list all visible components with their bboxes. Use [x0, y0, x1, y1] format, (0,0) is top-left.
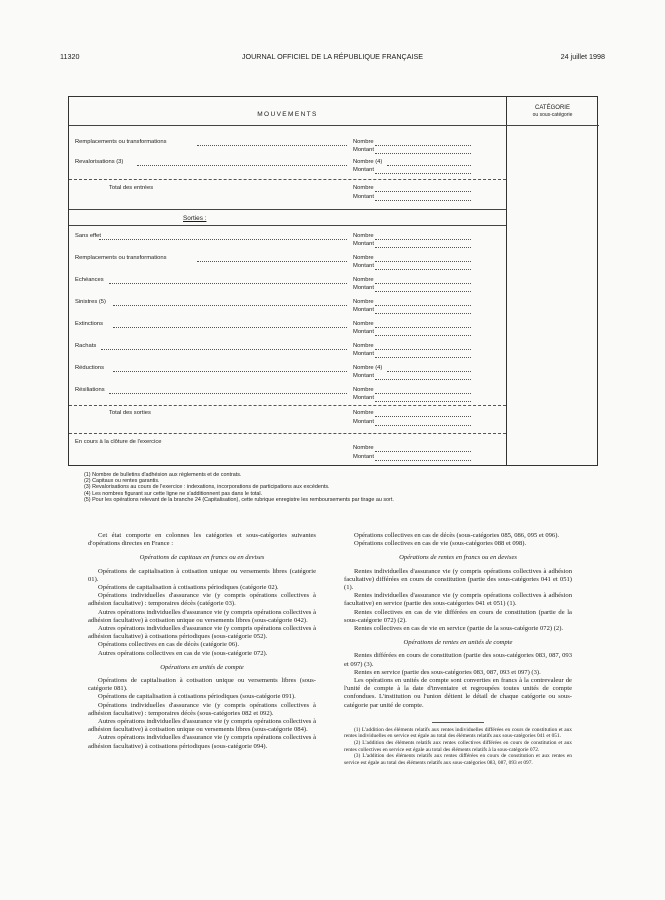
leader-dots — [109, 283, 347, 284]
header-rule — [69, 125, 599, 126]
nombre-label: Nombre — [353, 255, 374, 261]
section-heading: Opérations de rentes en francs ou en devises — [399, 554, 517, 562]
en-cours-label: En cours à la clôture de l'exercice — [75, 439, 162, 445]
footnote: (1) L'addition des éléments relatifs aux rentes individuelles différées en cours de constitution et aux rentes individuelles en service est égale au total des éléments relatifs aux sous-catégories 041 et 051. — [344, 726, 572, 740]
row-label-sortie: Remplacements ou transformations — [75, 255, 167, 261]
leader-dots — [109, 393, 347, 394]
table-notes — [84, 472, 394, 503]
paragraph: Autres opérations individuelles d'assurance vie (y compris opérations collectives à adhésion facultative) à cotisations périodiques (sous-catégorie 094). — [88, 734, 316, 750]
note: (5) Pour les opérations relevant de la branche 24 (Capitalisation), cette rubrique enregistre les remboursements par tirage au sort. — [84, 496, 394, 503]
page-number: 11320 — [60, 52, 80, 61]
leader-dots — [113, 371, 347, 372]
paragraph: Rentes individuelles d'assurance vie (y compris opérations collectives à adhésion facultative) en service (partie des sous-catégories 041 et 051) (1). — [344, 592, 572, 608]
note: (3) Revalorisations au cours de l'exercice : indexations, incorporations de participations aux excédents. — [84, 484, 330, 491]
section-rule — [69, 225, 506, 226]
leader-dots — [113, 305, 347, 306]
section-heading: Opérations en unités de compte — [160, 663, 244, 671]
leader-dots — [375, 313, 471, 314]
note: (1) Nombre de bulletins d'adhésion aux règlements et de contrats. — [84, 472, 242, 478]
right-column — [344, 532, 572, 766]
paragraph: Opérations collectives en cas de décès (sous-catégories 085, 086, 095 et 096). — [354, 532, 560, 539]
paragraph: Opérations individuelles d'assurance vie (y compris opérations collectives à adhésion facultative) : temporaires décès (sous-catégories 082 et 092). — [88, 701, 316, 717]
footnote-separator — [432, 722, 484, 723]
footnote: (3) L'addition des éléments relatifs aux rentes différées en cours de constitution et aux rentes en service est égale au total des éléments relatifs aux sous-catégories 083, 087, 093 et 097. — [344, 753, 572, 766]
leader-dots — [137, 165, 347, 166]
nombre-label: Nombre — [353, 445, 374, 451]
montant-label: Montant — [353, 307, 374, 313]
nombre-label: Nombre — [353, 321, 374, 327]
paragraph: Opérations de capitalisation à cotisations périodiques (sous-catégorie 091). — [98, 693, 296, 701]
section-heading: Opérations de rentes en unités de compte — [403, 639, 513, 647]
leader-dots — [375, 200, 471, 201]
montant-label: Montant — [353, 194, 374, 200]
nombre-label: Nombre — [353, 185, 374, 191]
category-subtitle: ou sous-catégorie — [532, 112, 573, 118]
paragraph: Autres opérations individuelles d'assurance vie (y compris opérations collectives à adhésion facultative) à cotisations périodiques (sous-catégorie 052). — [88, 625, 316, 641]
paragraph: Rentes individuelles d'assurance vie (y compris opérations collectives à adhésion facultative) différées en cours de constitution (partie des sous-catégories 041 et 051) (1). — [344, 567, 572, 592]
sorties-title: Sorties : — [183, 215, 207, 222]
montant-label: Montant — [353, 351, 374, 357]
paragraph: Autres opérations individuelles d'assurance vie (y compris opérations collectives à adhésion facultative) à cotisation unique ou versements libres (sous-catégorie 084). — [88, 718, 316, 734]
leader-dots — [375, 283, 471, 284]
leader-dots — [375, 460, 471, 461]
row-rule — [69, 179, 506, 180]
movements-header: MOUVEMENTS — [257, 111, 318, 118]
paragraph: Opérations de capitalisation à cotisation unique ou versements libres (sous-catégorie 081). — [88, 677, 316, 693]
leader-dots — [197, 261, 347, 262]
row-label-sortie: Sinistres (5) — [75, 299, 106, 305]
paragraph: Rentes en service (partie des sous-catégories 083, 087, 093 et 097) (3). — [354, 668, 541, 676]
leader-dots — [375, 451, 471, 452]
leader-dots — [99, 239, 347, 240]
leader-dots — [113, 327, 347, 328]
leader-dots — [375, 335, 471, 336]
left-column — [88, 532, 316, 751]
leader-dots — [387, 371, 471, 372]
montant-label: Montant — [353, 147, 374, 153]
leader-dots — [375, 349, 471, 350]
leader-dots — [375, 425, 471, 426]
row-label-entree: Revalorisations (3) — [75, 159, 124, 165]
nombre-label: Nombre — [353, 410, 374, 416]
paragraph: Opérations individuelles d'assurance vie (y compris opérations collectives à adhésion facultative) : temporaires décès (catégorie 03). — [88, 592, 316, 608]
nombre-label: Nombre — [353, 343, 374, 349]
leader-dots — [375, 153, 471, 154]
leader-dots — [387, 165, 471, 166]
category-title: CATÉGORIE — [535, 105, 570, 111]
paragraph: Autres opérations collectives en cas de vie (sous-catégorie 072). — [98, 649, 268, 657]
note: (2) Capitaux ou rentes garantis. — [84, 478, 160, 485]
leader-dots — [375, 357, 471, 358]
nombre-label: Nombre — [353, 299, 374, 305]
nombre-label: Nombre (4) — [353, 159, 383, 165]
total-entrees-label: Total des entrées — [109, 185, 154, 191]
montant-label: Montant — [353, 419, 374, 425]
montant-label: Montant — [353, 167, 374, 173]
paragraph: Autres opérations individuelles d'assurance vie (y compris opérations collectives à adhésion facultative) à cotisation unique ou versements libres (sous-catégorie 042). — [88, 608, 316, 624]
montant-label: Montant — [353, 285, 374, 291]
paragraph: Les opérations en unités de compte sont converties en francs à la contrevaleur de l'unité de compte à la date d'inventaire et regroupées toutes unités de compte confondues. L'institution ou l'union détient le détail de chaque catégorie ou sous-catégorie par unité de compte. — [344, 677, 572, 709]
category-header — [506, 105, 599, 119]
page-header — [60, 52, 605, 64]
row-label-sortie: Sans effet — [75, 233, 101, 239]
leader-dots — [197, 145, 347, 146]
column-divider — [506, 97, 507, 465]
paragraph: Rentes différées en cours de constitution (partie des sous-catégories 083, 087, 093 et 097) (3). — [344, 652, 572, 668]
journal-title: JOURNAL OFFICIEL DE LA RÉPUBLIQUE FRANÇAISE — [241, 52, 424, 61]
row-rule — [69, 405, 506, 406]
paragraph: Rentes collectives en cas de vie différées en cours de constitution (partie de la sous-catégorie 072) (2). — [344, 608, 572, 624]
leader-dots — [375, 416, 471, 417]
paragraph: Rentes collectives en cas de vie en service (partie de la sous-catégorie 072) (2). — [354, 625, 564, 633]
row-label-sortie: Réductions — [75, 365, 105, 371]
montant-label: Montant — [353, 395, 374, 401]
leader-dots — [375, 191, 471, 192]
montant-label: Montant — [353, 329, 374, 335]
montant-label: Montant — [353, 241, 374, 247]
leader-dots — [375, 305, 471, 306]
leader-dots — [375, 269, 471, 270]
nombre-label: Nombre (4) — [353, 365, 383, 371]
leader-dots — [375, 379, 471, 380]
leader-dots — [375, 145, 471, 146]
section-heading: Opérations de capitaux en francs ou en devises — [139, 554, 265, 562]
paragraph: Opérations de capitalisation à cotisations périodiques (catégorie 02). — [98, 584, 279, 592]
nombre-label: Nombre — [353, 387, 374, 393]
row-rule — [69, 433, 506, 434]
montant-label: Montant — [353, 263, 374, 269]
row-label-sortie: Résiliations — [75, 387, 105, 393]
nombre-label: Nombre — [353, 139, 374, 145]
row-label-sortie: Echéances — [75, 277, 104, 283]
leader-dots — [375, 261, 471, 262]
section-rule — [69, 209, 506, 210]
leader-dots — [101, 349, 347, 350]
leader-dots — [375, 239, 471, 240]
row-label-sortie: Extinctions — [75, 321, 104, 327]
paragraph: Opérations collectives en cas de vie (sous-catégories 088 et 098). — [354, 540, 527, 548]
leader-dots — [375, 247, 471, 248]
footnote: (2) L'addition des éléments relatifs aux rentes collectives différées en cours de constitution et aux rentes collectives en service est égale au total des éléments relatifs à la sous-catégorie 072. — [344, 740, 572, 753]
intro-paragraph: Cet état comporte en colonnes les catégories et sous-catégories suivantes d'opérations directes en France : — [88, 532, 316, 548]
issue-date: 24 juillet 1998 — [560, 52, 605, 61]
note: (4) Les nombres figurant sur cette ligne ne s'additionnent pas dans le total. — [84, 490, 263, 497]
leader-dots — [375, 401, 471, 402]
row-label-entree: Remplacements ou transformations — [75, 139, 167, 145]
row-label-sortie: Rachats — [75, 343, 97, 349]
leader-dots — [375, 173, 471, 174]
total-sorties-label: Total des sorties — [109, 410, 151, 416]
leader-dots — [375, 393, 471, 394]
leader-dots — [375, 291, 471, 292]
leader-dots — [375, 327, 471, 328]
nombre-label: Nombre — [353, 233, 374, 239]
montant-label: Montant — [353, 454, 374, 460]
paragraph: Opérations collectives en cas de décès (catégorie 06). — [98, 641, 239, 649]
nombre-label: Nombre — [353, 277, 374, 283]
paragraph: Opérations de capitalisation à cotisation unique ou versements libres (catégorie 01). — [88, 567, 316, 583]
montant-label: Montant — [353, 373, 374, 379]
movements-table — [68, 96, 598, 466]
